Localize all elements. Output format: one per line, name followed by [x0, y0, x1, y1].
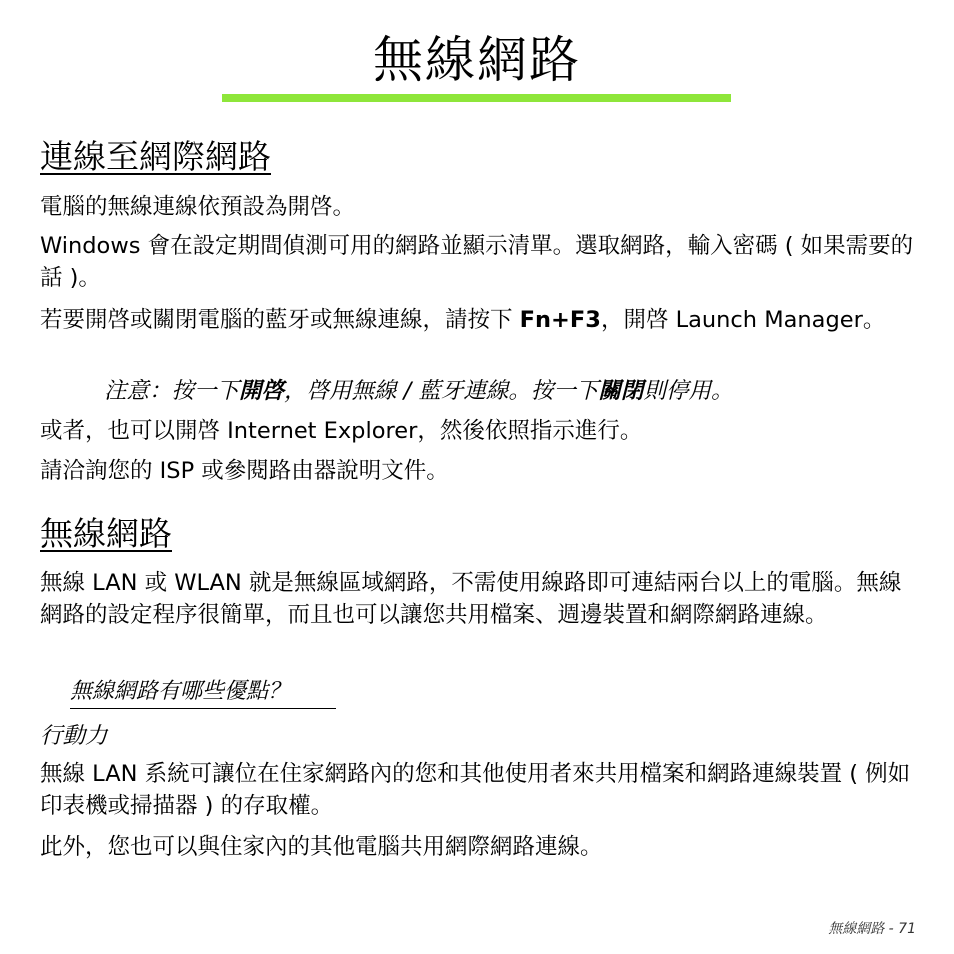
note-paragraph	[104, 375, 924, 407]
paragraph-default-wireless: 電腦的無線連線依預設為開啓。	[40, 194, 356, 220]
section-heading-wireless: 無線網路	[40, 514, 172, 553]
page-footer	[828, 920, 916, 938]
paragraph-wlan-sharing: 無線 LAN 系統可讓位在住家網路內的您和其他使用者來共用檔案和網路連線裝置 ( 例如印表機或掃描器 ) 的存取權。	[40, 761, 911, 819]
note-pre: 注意：按一下	[104, 378, 240, 404]
paragraph-isp-contact: 請洽詢您的 ISP 或參閱路由器說明文件。	[40, 458, 449, 484]
note-close-label: 關閉	[598, 378, 644, 404]
note-mid: ，啓用無線 / 藍牙連線。按一下	[284, 378, 599, 404]
text-toggle-post: ，開啓 Launch Manager。	[600, 307, 886, 333]
paragraph-windows-detect: Windows 會在設定期間偵測可用的網路並顯示清單。選取網路，輸入密碼 ( 如果需要的話 )。	[40, 233, 914, 291]
footer-page-number: 71	[898, 921, 916, 937]
key-combo: Fn+F3	[519, 307, 601, 333]
subheading-mobility: 行動力	[40, 723, 108, 749]
footer-section: 無線網路 -	[828, 921, 894, 937]
note-post: 則停用。	[643, 378, 734, 404]
text-toggle-pre: 若要開啓或關閉電腦的藍牙或無線連線，請按下	[40, 307, 520, 333]
section-heading-internet: 連線至網際網路	[40, 137, 271, 176]
link-wireless-benefits[interactable]: 無線網路有哪些優點？	[70, 676, 336, 709]
paragraph-internet-explorer: 或者，也可以開啓 Internet Explorer，然後依照指示進行。	[40, 418, 643, 444]
title-underline-bar	[222, 94, 731, 102]
paragraph-toggle-wireless	[40, 304, 916, 336]
note-open-label: 開啓	[239, 378, 285, 404]
paragraph-share-internet: 此外，您也可以與住家內的其他電腦共用網際網路連線。	[40, 834, 603, 860]
paragraph-wlan-definition: 無線 LAN 或 WLAN 就是無線區域網路，不需使用線路即可連結兩台以上的電腦。無線網路的設定程序很簡單，而且也可以讓您共用檔案、週邊裝置和網際網路連線。	[40, 570, 902, 628]
page-title: 無線網路	[373, 31, 581, 89]
